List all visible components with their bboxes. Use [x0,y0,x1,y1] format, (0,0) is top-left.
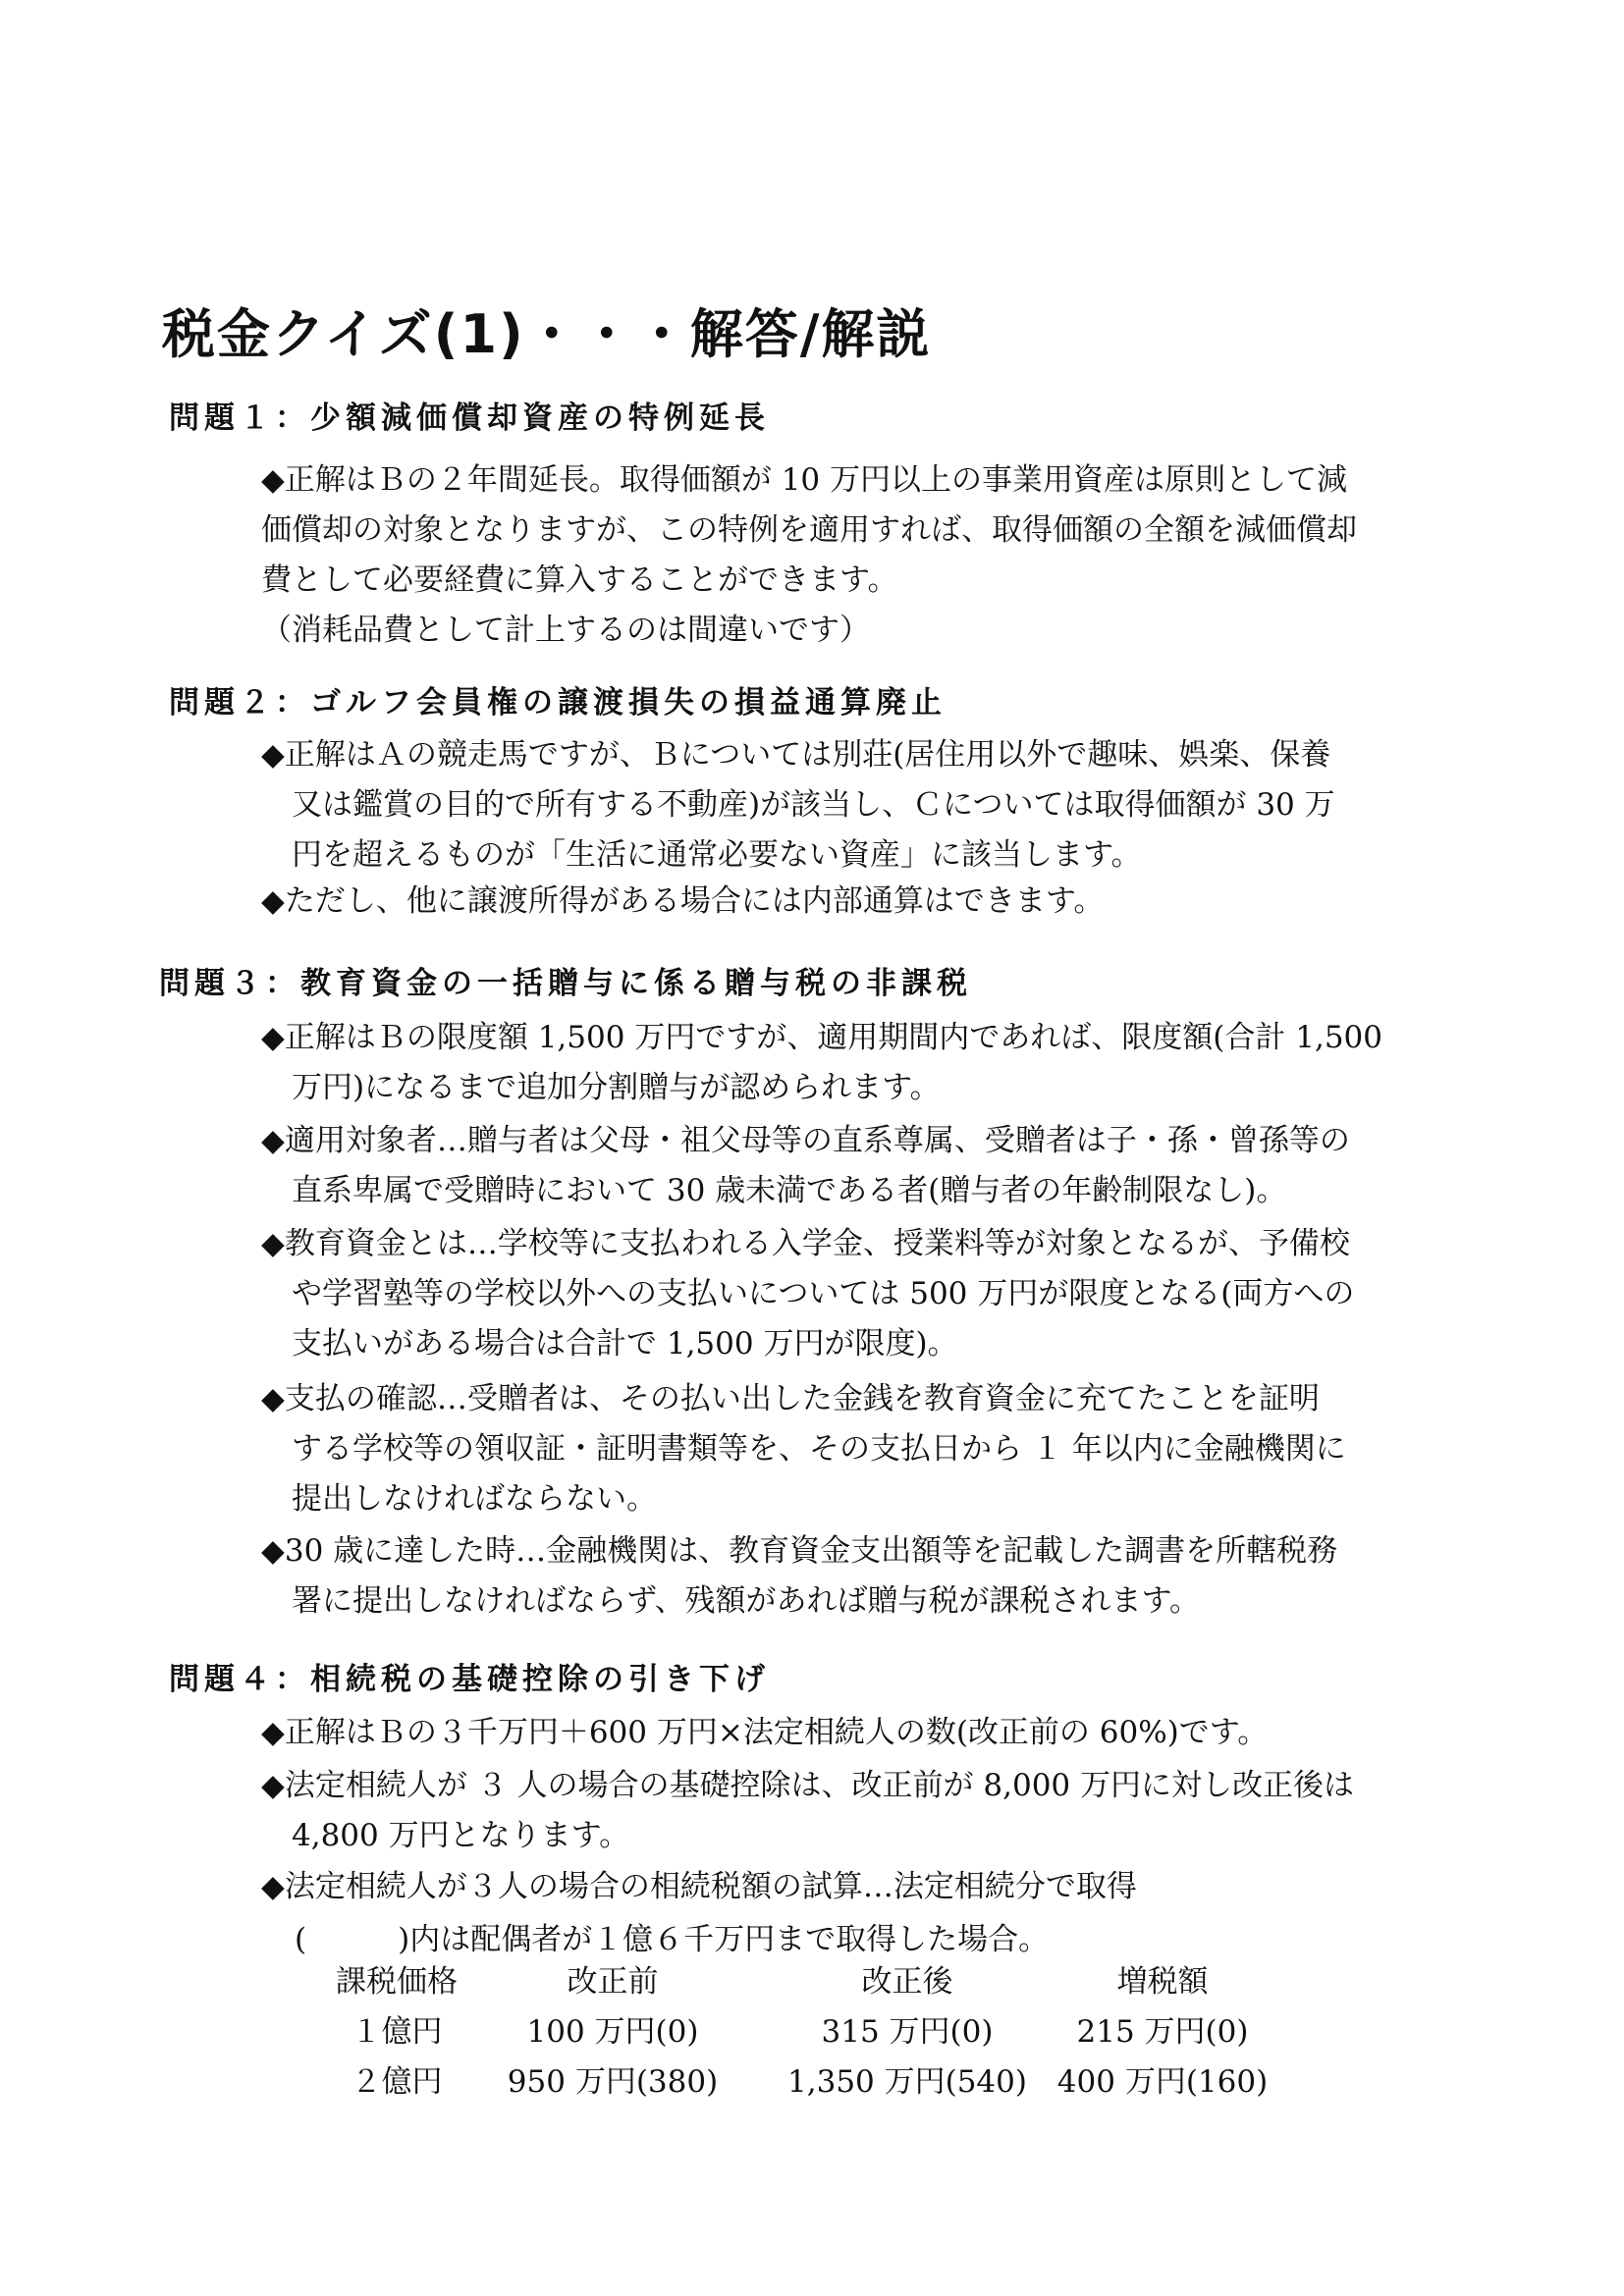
question-4-answer-3 [261,1862,1137,1912]
table-row [328,2003,1271,2054]
answer-line: ◆適用対象者…贈与者は父母・祖父母等の直系尊属、受贈者は子・孫・曾孫等の [261,1123,1350,1158]
question-3-heading: 問題３：教育資金の一括贈与に係る贈与税の非課税 [159,966,972,1001]
answer-line: ◆正解はＢの３千万円＋600 万円×法定相続人の数(改正前の 60%)です。 [261,1715,1269,1750]
answer-line: （消耗品費として計上するのは間違いです） [261,613,870,648]
table-cell: 215 万円(0) [1076,2014,1249,2050]
question-3-answer-2 [261,1116,1350,1216]
page-title: 税金クイズ(1)・・・解答/解説 [162,303,932,365]
question-2-heading: 問題２：ゴルフ会員権の譲渡損失の損益通算廃止 [169,685,947,721]
header-tax-increase: 増税額 [1116,1964,1209,2000]
question-2-answer-1 [261,730,1335,881]
question-1-heading: 問題１：少額減価償却資産の特例延長 [169,400,770,436]
answer-line: ◆支払の確認…受贈者は、その払い出した金銭を教育資金に充てたことを証明 [261,1381,1320,1416]
table-header-row [328,1953,1271,2003]
table-cell: ２億円 [351,2064,443,2100]
answer-line: 支払いがある場合は合計で 1,500 万円が限度)。 [261,1326,958,1362]
question-3-answer-3 [261,1219,1354,1369]
answer-line: 万円)になるまで追加分割贈与が認められます。 [261,1070,941,1105]
answer-line: ◆ただし、他に譲渡所得がある場合には内部通算はできます。 [261,883,1105,919]
table-cell: １億円 [351,2014,443,2050]
table-row [328,2054,1271,2104]
answer-line: 円を超えるものが「生活に通常必要ない資産」に該当します。 [261,837,1142,873]
table-note: ( )内は配偶者が１億６千万円まで取得した場合。 [295,1922,1050,1957]
table-cell: 315 万円(0) [821,2014,994,2050]
table-cell: 1,350 万円(540) [787,2064,1027,2100]
question-1-answer [261,455,1357,656]
question-3-answer-1 [261,1013,1382,1113]
answer-line: する学校等の領収証・証明書類等を、その支払日から １ 年以内に金融機関に [261,1431,1346,1467]
answer-line: や学習塾等の学校以外への支払いについては 500 万円が限度となる(両方への [261,1276,1355,1311]
answer-line: 4,800 万円となります。 [261,1818,630,1853]
question-4-answer-2 [261,1761,1354,1861]
question-4-answer-1 [261,1708,1268,1758]
question-3-answer-4 [261,1374,1346,1524]
table-cell: 400 万円(160) [1056,2064,1269,2100]
answer-line: ◆教育資金とは…学校等に支払われる入学金、授業料等が対象となるが、予備校 [261,1226,1350,1261]
answer-line: 価償却の対象となりますが、この特例を適用すれば、取得価額の全額を減価償却 [261,512,1357,548]
answer-line: ◆正解はＢの２年間延長。取得価額が 10 万円以上の事業用資産は原則として減 [261,462,1347,498]
tax-comparison-table [328,1953,1271,2104]
question-2-answer-2 [261,877,1104,927]
answer-line: ◆正解はＡの競走馬ですが、Ｂについては別荘(居住用以外で趣味、娯楽、保養 [261,737,1331,773]
header-before-revision: 改正前 [567,1964,659,2000]
answer-line: ◆30 歳に達した時…金融機関は、教育資金支出額等を記載した調書を所轄税務 [261,1533,1338,1569]
header-after-revision: 改正後 [861,1964,953,2000]
answer-line: ◆正解はＢの限度額 1,500 万円ですが、適用期間内であれば、限度額(合計 1,500 [261,1020,1382,1055]
answer-line: ◆法定相続人が ３ 人の場合の基礎控除は、改正前が 8,000 万円に対し改正後は [261,1768,1354,1803]
table-cell: 950 万円(380) [507,2064,719,2100]
answer-line: 又は鑑賞の目的で所有する不動産)が該当し、Ｃについては取得価額が 30 万 [261,787,1335,823]
answer-line: 直系卑属で受贈時において 30 歳未満である者(贈与者の年齢制限なし)。 [261,1173,1287,1208]
answer-line: 署に提出しなければならず、残額があれば贈与税が課税されます。 [261,1583,1201,1619]
answer-line: ◆法定相続人が３人の場合の相続税額の試算…法定相続分で取得 [261,1869,1137,1904]
header-taxable-value: 課税価格 [336,1964,458,2000]
answer-line: 費として必要経費に算入することができます。 [261,562,898,598]
question-4-heading: 問題４：相続税の基礎控除の引き下げ [169,1662,770,1697]
answer-line: 提出しなければならない。 [261,1481,657,1517]
question-3-answer-5 [261,1526,1337,1627]
table-cell: 100 万円(0) [526,2014,699,2050]
